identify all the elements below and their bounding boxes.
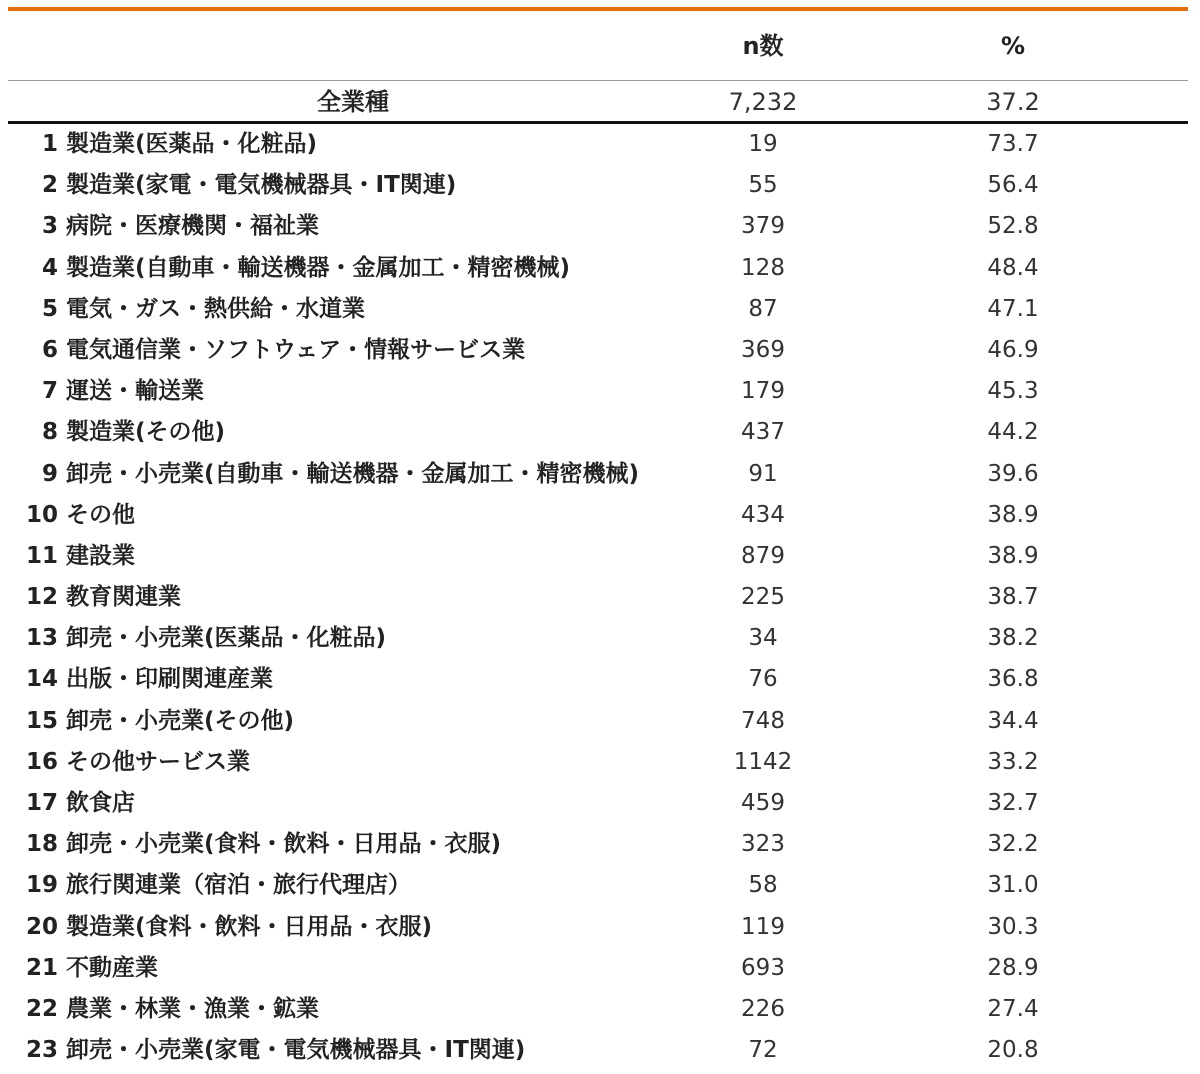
row-rank: 14 [25,666,58,693]
row-percent-value: 39.6 [987,460,1039,487]
row-industry-name: 卸売・小売業(その他) [66,707,295,734]
row-rank: 22 [25,995,58,1022]
row-industry-name: 飲食店 [66,790,135,816]
column-header-percent: % [1000,32,1026,60]
row-industry-name: 製造業(その他) [66,419,226,446]
row-n-value: 369 [741,336,785,363]
row-industry-name: 電気・ガス・熱供給・水道業 [66,295,365,322]
row-rank: 15 [25,707,58,734]
total-row [8,84,1188,120]
row-industry-name: 製造業(医薬品・化粧品) [66,131,318,157]
row-percent-value: 28.9 [987,954,1039,981]
table-row [8,907,1188,948]
row-rank: 12 [25,584,58,611]
table-row [8,577,1188,618]
row-percent-value: 44.2 [987,419,1039,446]
table-row [8,289,1188,330]
row-n-value: 34 [748,625,778,652]
row-industry-name: 卸売・小売業(食料・飲料・日用品・衣服) [66,831,502,858]
table-row [8,206,1188,247]
row-industry-name: 卸売・小売業(医薬品・化粧品) [66,625,387,652]
table-row [8,742,1188,783]
column-header-n: n数 [742,32,784,60]
row-percent-value: 38.7 [987,584,1039,611]
row-percent-value: 20.8 [987,1037,1039,1064]
row-n-value: 226 [741,995,785,1022]
row-percent-value: 32.2 [987,831,1039,858]
row-n-value: 72 [748,1037,778,1064]
row-industry-name: 電気通信業・ソフトウェア・情報サービス業 [66,336,526,363]
row-percent-value: 32.7 [987,790,1039,816]
row-rank: 1 [41,131,58,157]
row-n-value: 87 [748,295,778,322]
row-rank: 11 [25,542,58,569]
table-row [8,824,1188,865]
row-n-value: 379 [741,213,785,240]
table-row [8,124,1188,165]
row-industry-name: 建設業 [66,542,135,569]
total-percent-value: 37.2 [986,88,1040,116]
table-row [8,783,1188,824]
row-rank: 2 [41,172,58,199]
table-row [8,536,1188,577]
row-rank: 19 [25,872,58,899]
row-n-value: 91 [748,460,778,487]
row-industry-name: 農業・林業・漁業・鉱業 [66,995,319,1022]
row-n-value: 693 [741,954,785,981]
row-n-value: 119 [741,913,785,940]
table-header [8,26,1188,66]
row-percent-value: 31.0 [987,872,1039,899]
row-percent-value: 30.3 [987,913,1039,940]
row-industry-name: 製造業(食料・飲料・日用品・衣服) [66,913,433,940]
row-percent-value: 38.9 [987,542,1039,569]
table-row [8,1030,1188,1071]
row-rank: 7 [41,378,58,405]
row-rank: 17 [25,790,58,816]
row-n-value: 879 [741,542,785,569]
row-percent-value: 38.2 [987,625,1039,652]
header-divider [8,80,1188,81]
row-percent-value: 33.2 [987,748,1039,775]
table-row [8,454,1188,495]
row-percent-value: 27.4 [987,995,1039,1022]
row-n-value: 128 [741,254,785,281]
row-rank: 10 [25,501,58,528]
row-n-value: 225 [741,584,785,611]
row-rank: 9 [41,460,58,487]
row-percent-value: 73.7 [987,131,1039,157]
row-rank: 8 [41,419,58,446]
table-row [8,659,1188,700]
row-percent-value: 38.9 [987,501,1039,528]
row-percent-value: 48.4 [987,254,1039,281]
table-row [8,865,1188,906]
row-industry-name: 運送・輸送業 [66,378,204,405]
row-rank: 16 [25,748,58,775]
row-industry-name: 製造業(自動車・輸送機器・金属加工・精密機械) [66,254,571,281]
row-rank: 6 [41,336,58,363]
row-n-value: 55 [748,172,778,199]
table-row [8,989,1188,1030]
row-percent-value: 34.4 [987,707,1039,734]
table-row [8,165,1188,206]
table-row [8,330,1188,371]
row-percent-value: 47.1 [987,295,1039,322]
row-industry-name: 病院・医療機関・福祉業 [66,213,319,240]
row-rank: 4 [41,254,58,281]
row-rank: 21 [25,954,58,981]
row-percent-value: 46.9 [987,336,1039,363]
row-rank: 5 [41,295,58,322]
row-n-value: 459 [741,790,785,816]
row-percent-value: 36.8 [987,666,1039,693]
row-industry-name: 製造業(家電・電気機械器具・IT関連) [66,172,457,199]
row-n-value: 58 [748,872,778,899]
table-row [8,371,1188,412]
table-row [8,495,1188,536]
row-n-value: 434 [741,501,785,528]
row-percent-value: 52.8 [987,213,1039,240]
row-percent-value: 56.4 [987,172,1039,199]
row-n-value: 437 [741,419,785,446]
row-n-value: 1142 [733,748,793,775]
row-industry-name: 教育関連業 [66,584,181,611]
row-industry-name: 不動産業 [66,954,158,981]
row-rank: 3 [41,213,58,240]
row-n-value: 19 [748,131,778,157]
row-industry-name: その他 [66,501,135,528]
table-row [8,412,1188,453]
row-rank: 13 [25,625,58,652]
row-n-value: 179 [741,378,785,405]
table-row [8,701,1188,742]
row-industry-name: 卸売・小売業(自動車・輸送機器・金属加工・精密機械) [66,460,640,487]
row-rank: 20 [25,913,58,940]
row-rank: 18 [25,831,58,858]
total-n-value: 7,232 [728,88,798,116]
table-body [8,124,1188,1071]
row-industry-name: 卸売・小売業(家電・電気機械器具・IT関連) [66,1037,526,1064]
row-industry-name: その他サービス業 [66,748,250,775]
row-n-value: 76 [748,666,778,693]
row-n-value: 748 [741,707,785,734]
row-industry-name: 旅行関連業（宿泊・旅行代理店） [66,872,411,899]
row-rank: 23 [25,1037,58,1064]
top-accent-rule [8,7,1188,11]
row-percent-value: 45.3 [987,378,1039,405]
row-industry-name: 出版・印刷関連産業 [66,666,273,693]
row-n-value: 323 [741,831,785,858]
table-row [8,618,1188,659]
table-row [8,248,1188,289]
total-label: 全業種 [317,88,389,116]
table-row [8,948,1188,989]
